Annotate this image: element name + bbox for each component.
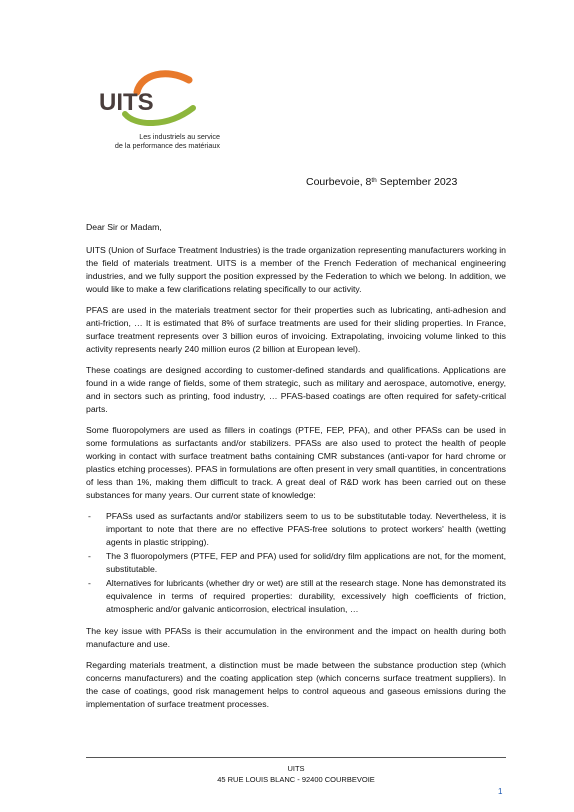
footer xyxy=(86,763,506,785)
paragraph-1: UITS (Union of Surface Treatment Industries) is the trade organization representing manufacturers working in the field of materials treatment. UITS is a member of the French Federation of mechanical engineering industries, and we fully support the position expressed by the Federation to which we belong. In addition, we would like to make a few clarifications relating specifically to our activity. xyxy=(86,245,506,294)
footer-org: UITS xyxy=(287,764,305,773)
footer-address: 45 RUE LOUIS BLANC - 92400 COURBEVOIE xyxy=(217,775,375,784)
date-suffix: September 2023 xyxy=(376,176,458,188)
list-item-text: The 3 fluoropolymers (PTFE, FEP and PFA) used for solid/dry film applications are not, for the moment, substitutable. xyxy=(106,551,506,574)
bullet-dash: - xyxy=(88,578,91,588)
paragraph-4: Some fluoropolymers are used as fillers in coatings (PTFE, FEP, PFA), and other PFASs can be used in some formulations as surfactants and/or stabilizers. PFASs are also used to protect the health of people working in contact with surface treatment baths containing CMR substances (anti-vapor for hard chrome or plastics etching processes). PFAS in formulations are often present in very small quantities, in concentrations of less than 1%, making them difficult to track. A great deal of R&D work has been carried out on these substances for many years. Our current state of knowledge: xyxy=(86,425,506,500)
list-item-text: PFASs used as surfactants and/or stabilizers seem to us to be substitutable today. Nevertheless, it is important to note that there are no effective PFAS-free solutions to protect workers' health (wetting agents in plastic stripping). xyxy=(106,511,506,547)
knowledge-list xyxy=(86,510,506,616)
paragraph-5: The key issue with PFASs is their accumulation in the environment and the impact on health during both manufacture and use. xyxy=(86,626,506,649)
uits-logo-icon xyxy=(97,70,202,126)
uits-logo xyxy=(80,70,220,160)
date-prefix: Courbevoie, 8 xyxy=(306,176,372,188)
bullet-dash: - xyxy=(88,511,91,521)
date-sup: th xyxy=(371,177,377,184)
page-number: 1 xyxy=(498,787,503,796)
list-item-text: Alternatives for lubricants (whether dry or wet) are still at the research stage. None has demonstrated its equivalence in terms of required properties: durability, excessively high coefficients of friction, atmospheric and/or galvanic anticorrosion, electrical insulation, … xyxy=(106,578,506,614)
greeting: Dear Sir or Madam, xyxy=(86,222,162,232)
logo-name: UITS xyxy=(99,89,154,116)
logo-tagline-line1: Les industriels au service xyxy=(139,132,220,141)
list-item xyxy=(86,550,506,576)
logo-tagline-line2: de la performance des matériaux xyxy=(114,141,220,150)
letter-date xyxy=(306,176,457,188)
logo-tagline xyxy=(80,132,220,150)
paragraph-3: These coatings are designed according to customer-defined standards and qualifications. Applications are found in a wide range of fields, some of them strategic, such as military and aerospace, automotive, energy, and in sectors such as printing, food industry, … PFAS-based coatings are often required for safety-critical parts. xyxy=(86,365,506,414)
paragraph-6: Regarding materials treatment, a distinction must be made between the substance production step (which concerns manufacturers) and the coating application step (which concerns surface treatment suppliers). In the case of coatings, good risk management helps to control aqueous and gaseous emissions during the implementation of surface treatment processes. xyxy=(86,660,506,709)
footer-divider xyxy=(86,757,506,758)
list-item xyxy=(86,510,506,549)
paragraph-2: PFAS are used in the materials treatment sector for their properties such as lubricating, anti-adhesion and anti-friction, … It is estimated that 8% of surface treatments are used for their sliding properties. In France, surface treatment represents over 3 billion euros of invoicing. Extrapolating, invoicing volume linked to this activity represents nearly 240 million euros (2 billion at European level). xyxy=(86,305,506,354)
letter-body xyxy=(86,221,506,719)
bullet-dash: - xyxy=(88,551,91,561)
list-item xyxy=(86,577,506,616)
